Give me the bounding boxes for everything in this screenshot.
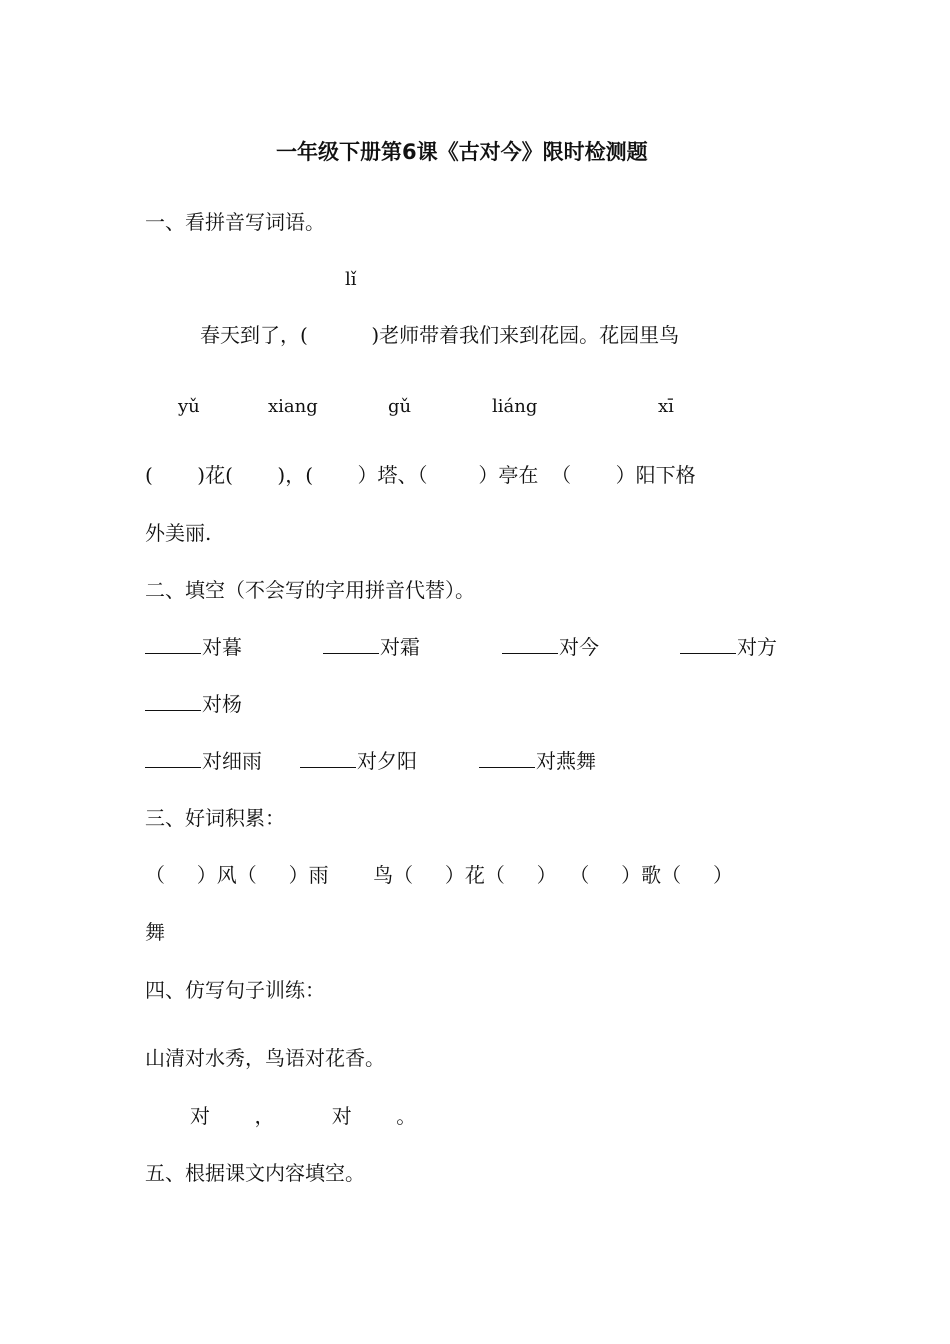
answer-blank[interactable] xyxy=(145,749,201,768)
answer-blank[interactable] xyxy=(300,749,356,768)
fill-item-mu: 对暮 xyxy=(145,635,242,659)
fill-item-yanwu: 对燕舞 xyxy=(479,749,596,773)
answer-blank[interactable] xyxy=(145,692,201,711)
answer-blank[interactable] xyxy=(479,749,535,768)
fill-item-yang: 对杨 xyxy=(145,692,242,716)
section1-line2: ( )花( )，( ）塔、（ ）亭在 （ ）阳下格 xyxy=(145,463,696,487)
fill-item-fang: 对方 xyxy=(680,635,777,659)
section5-heading: 五、根据课文内容填空。 xyxy=(145,1161,365,1185)
section3-line1: （ ）风（ ）雨 鸟（ ）花（ ） （ ）歌（ ） xyxy=(145,863,733,887)
pinyin-xiang: xiang xyxy=(268,396,318,417)
section4-template: 对 ， 对 。 xyxy=(190,1104,417,1128)
section4-heading: 四、仿写句子训练： xyxy=(145,978,325,1002)
pinyin-li: lǐ xyxy=(345,269,357,290)
section1-heading: 一、看拼音写词语。 xyxy=(145,210,325,234)
fill-item-shuang: 对霜 xyxy=(323,635,420,659)
section4-example: 山清对水秀，鸟语对花香。 xyxy=(145,1046,385,1070)
pinyin-gu: gǔ xyxy=(388,396,412,417)
fill-item-jin: 对今 xyxy=(502,635,599,659)
page-title: 一年级下册第6课《古对今》限时检测题 xyxy=(276,140,648,164)
answer-blank[interactable] xyxy=(323,635,379,654)
answer-blank[interactable] xyxy=(680,635,736,654)
section3-line2: 舞 xyxy=(145,920,165,944)
section1-line1: 春天到了，( )老师带着我们来到花园。花园里鸟 xyxy=(200,323,680,347)
section2-heading: 二、填空（不会写的字用拼音代替）。 xyxy=(145,578,475,602)
answer-blank[interactable] xyxy=(502,635,558,654)
section1-line3: 外美丽. xyxy=(145,521,212,545)
pinyin-yu: yǔ xyxy=(178,396,200,417)
fill-item-xiyang: 对夕阳 xyxy=(300,749,417,773)
section3-heading: 三、好词积累： xyxy=(145,806,285,830)
pinyin-xi: xī xyxy=(658,396,674,417)
pinyin-liang: liáng xyxy=(492,396,538,417)
answer-blank[interactable] xyxy=(145,635,201,654)
fill-item-xiyu: 对细雨 xyxy=(145,749,262,773)
